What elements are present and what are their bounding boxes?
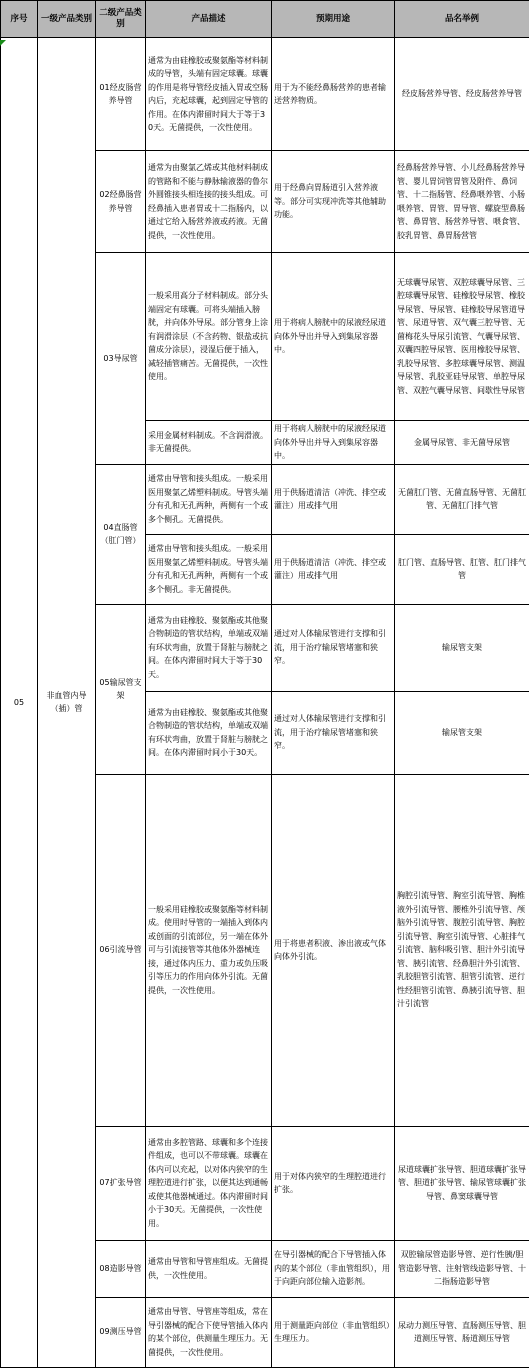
category2-cell: 04直肠管（肛门管） xyxy=(96,464,146,604)
description-cell: 通常由导管和接头组成。一般采用医用聚氯乙烯塑料制成。导管头端分有孔和无孔两种，两侧有一个或多个侧孔。非无菌提供。 xyxy=(146,534,272,604)
examples-cell: 输尿管支架 xyxy=(395,691,529,774)
intended-use-cell: 用于对体内狭窄的生理腔道进行扩张。 xyxy=(272,1126,395,1240)
description-cell: 一般采用高分子材料制成。部分头端固定有球囊。可将头端插入膀胱，并向体外导尿。部分管身上涂有润滑涂层（不含药物、银盐或抗菌成分涂层），浸湿后便于插入，减轻插管痛苦。无菌提供，一次性使用。 xyxy=(146,253,272,421)
description-cell: 一般采用硅橡胶或聚氨酯等材料制成。使用时导管的一端插入到体内或创面的引流部位，另一端在体外可与引流接管等其他体外器械连接，通过体内压力、重力或负压吸引等压力的作用向体外引流。无菌提供，一次性使用。 xyxy=(146,774,272,1126)
description-cell: 通常为由硅橡胶或聚氨酯等材料制成的导管，头端有固定球囊。球囊的作用是将导管经皮插入胃或空肠内后，充起球囊，起到固定导管的作用。在体内滞留时间大于等于30天。无菌提供，一次性使用。 xyxy=(146,38,272,151)
examples-cell: 尿道球囊扩张导管、胆道球囊扩张导管、胆道扩张导管、输尿管球囊扩张导管、鼻窦球囊导管 xyxy=(395,1126,529,1240)
seq-cell: 05 xyxy=(1,38,38,1368)
header-seq: 序号 xyxy=(1,1,38,38)
category2-cell: 01经皮肠营养导管 xyxy=(96,38,146,151)
category1-cell: 非血管内导（插）管 xyxy=(38,38,96,1368)
examples-cell: 金属导尿管、非无菌导尿管 xyxy=(395,421,529,465)
examples-cell: 无球囊导尿管、双腔球囊导尿管、三腔球囊导尿管、硅橡胶导尿管、橡胶导尿管、导尿管、硅橡胶导尿管道导管、尿道导管、双气囊三腔导管、无菌梅花头导尿引流管、气囊导尿管、双囊四腔导尿管、医用橡胶导尿管、乳胶导尿管、多腔球囊导尿管、测温导尿管、乳胶亚硅导尿管、单腔导尿管、双腔气囊导尿管、间歇性导尿管 xyxy=(395,253,529,421)
intended-use-cell: 用于将患者积液、渗出液或气体向体外引流。 xyxy=(272,774,395,1126)
header-description: 产品描述 xyxy=(146,1,272,38)
description-cell: 通常由导管、导管座等组成，常在导引器械的配合下使导管插入体内的某个部位，供测量生理压力。无菌提供，一次性使用。 xyxy=(146,1297,272,1367)
examples-cell: 经鼻肠营养导管、小儿经鼻肠营养导管、婴儿胃饲管胃管及附件、鼻饲管、十二指肠管、经鼻喂养管、小肠喂养管、胃管、胃导管、螺旋型鼻肠管、鼻胃管、肠营养导管、喂食管、胶乳胃管、鼻胃肠营管 xyxy=(395,151,529,253)
intended-use-cell: 用于将病人膀胱中的尿液经尿道向体外导出并导入到集尿容器中。 xyxy=(272,421,395,465)
intended-use-cell: 用于经鼻向胃肠道引入营养液等。部分可实现冲洗等其他辅助功能。 xyxy=(272,151,395,253)
description-cell: 通常为由硅橡胶、聚氨酯或其他聚合物制造的管状结构，单端或双端有环状弯曲，放置于肾脏与膀胱之间。在体内滞留时间小于30天。 xyxy=(146,691,272,774)
category2-cell: 03导尿管 xyxy=(96,253,146,465)
intended-use-cell: 用于将病人膀胱中的尿液经尿道向体外导出并导入到集尿容器中。 xyxy=(272,253,395,421)
category2-cell: 06引流导管 xyxy=(96,774,146,1126)
header-category2: 二级产品类别 xyxy=(96,1,146,38)
examples-cell: 双腔输尿管造影导管、逆行性胰/胆管造影导管、注射管线造影导管、十二指肠造影导管 xyxy=(395,1240,529,1297)
intended-use-cell: 用于测量距向部位（非血管组织）生理压力。 xyxy=(272,1297,395,1367)
intended-use-cell: 通过对人体输尿管进行支撑和引流，用于治疗输尿管堵塞和狭窄。 xyxy=(272,691,395,774)
examples-cell: 肛门管、直肠导管、肛管、肛门排气管 xyxy=(395,534,529,604)
intended-use-cell: 用于供肠道清洁（冲洗、排空或灌注）用或排气用 xyxy=(272,464,395,534)
category2-cell: 02经鼻肠营养导管 xyxy=(96,151,146,253)
category2-cell: 05输尿管支架 xyxy=(96,604,146,774)
table-row xyxy=(1,38,529,151)
intended-use-cell: 用于供肠道清洁（冲洗、排空或灌注）用或排气用 xyxy=(272,534,395,604)
description-cell: 通常为由聚氯乙烯或其他材料制成的管路和不能与静脉输液器的鲁尔外圆锥接头相连接的接头组成。可经鼻插入患者胃或十二指肠内，以通过它给入肠营养液或药液。无菌提供，一次性使用。 xyxy=(146,151,272,253)
cell-comment-marker xyxy=(0,40,6,46)
description-cell: 采用金属材料制成。不含润滑液。非无菌提供。 xyxy=(146,421,272,465)
description-cell: 通常由多腔管路、球囊和多个连接件组成，也可以不带球囊。球囊在体内可以充起，以对体内狭窄的生理腔道进行扩张，以便其达到通畅或使其他器械通过。体内滞留时间小于30天。无菌提供，一次性使用。 xyxy=(146,1126,272,1240)
description-cell: 通常为由硅橡胶、聚氨酯或其他聚合物制造的管状结构，单端或双端有环状弯曲，放置于肾脏与膀胱之间。在体内滞留时间大于等于30天。 xyxy=(146,604,272,691)
description-cell: 通常由导管和导管座组成。无菌提供，一次性使用。 xyxy=(146,1240,272,1297)
examples-cell: 经皮肠营养导管、经皮肠营养导管 xyxy=(395,38,529,151)
category2-cell: 07扩张导管 xyxy=(96,1126,146,1240)
examples-cell: 无菌肛门管、无菌直肠导管、无菌肛管、无菌肛门排气管 xyxy=(395,464,529,534)
examples-cell: 胸腔引流导管、胸室引流导管、胸椎液外引流导管、腰椎外引流导管、颅脑外引流导管、腹腔引流导管、胸腔引流导管、胸室引流导管、心脏排气引流管、脑科吸引管、胆汁外引流导管、胰引流管、经鼻胆汁外引流管、乳胶胆管引流管、胆管引流管、逆行性经胆管引流管、鼻胰引流导管、胆汁引流管 xyxy=(395,774,529,1126)
description-cell: 通常由导管和接头组成。一般采用医用聚氯乙烯塑料制成。导管头端分有孔和无孔两种，两侧有一个或多个侧孔。无菌提供。 xyxy=(146,464,272,534)
intended-use-cell: 用于为不能经鼻肠营养的患者输送营养物质。 xyxy=(272,38,395,151)
header-examples: 品名举例 xyxy=(395,1,529,38)
examples-cell: 尿动力测压导管、直肠测压导管、胆道测压导管、肠道测压导管 xyxy=(395,1297,529,1367)
examples-cell: 输尿管支架 xyxy=(395,604,529,691)
header-intended-use: 预期用途 xyxy=(272,1,395,38)
header-row xyxy=(1,1,529,38)
header-category1: 一级产品类别 xyxy=(38,1,96,38)
category2-cell: 09测压导管 xyxy=(96,1297,146,1367)
category2-cell: 08造影导管 xyxy=(96,1240,146,1297)
intended-use-cell: 在导引器械的配合下导管插入体内的某个部位（非血管组织），用于向距向部位输入造影剂。 xyxy=(272,1240,395,1297)
intended-use-cell: 通过对人体输尿管进行支撑和引流，用于治疗输尿管堵塞和狭窄。 xyxy=(272,604,395,691)
